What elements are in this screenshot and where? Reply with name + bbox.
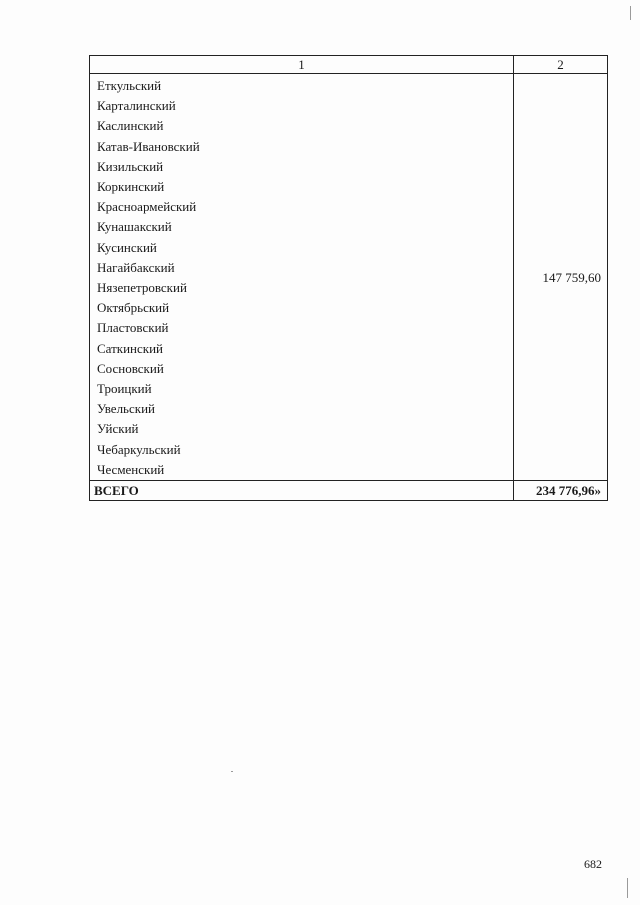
district-name: Октябрьский bbox=[90, 298, 514, 318]
district-name: Чесменский bbox=[90, 460, 514, 481]
district-name: Нагайбакский bbox=[90, 258, 514, 278]
district-name: Еткульский bbox=[90, 74, 514, 97]
district-name: Троицкий bbox=[90, 379, 514, 399]
district-name: Пластовский bbox=[90, 318, 514, 338]
district-name: Катав-Ивановский bbox=[90, 137, 514, 157]
district-name: Саткинский bbox=[90, 339, 514, 359]
table-header-row bbox=[90, 56, 608, 74]
district-name: Карталинский bbox=[90, 96, 514, 116]
district-name: Коркинский bbox=[90, 177, 514, 197]
scan-artifact bbox=[630, 6, 631, 20]
scan-artifact bbox=[231, 771, 233, 772]
total-label: ВСЕГО bbox=[90, 481, 514, 501]
table-row bbox=[90, 74, 608, 97]
page-number: 682 bbox=[584, 857, 602, 871]
district-name: Кусинский bbox=[90, 238, 514, 258]
district-name: Сосновский bbox=[90, 359, 514, 379]
district-name: Кизильский bbox=[90, 157, 514, 177]
total-value: 234 776,96» bbox=[514, 481, 608, 501]
district-name: Уйский bbox=[90, 419, 514, 439]
district-name: Нязепетровский bbox=[90, 278, 514, 298]
amount-cell bbox=[514, 74, 608, 481]
district-name: Кунашакский bbox=[90, 217, 514, 237]
districts-table bbox=[89, 55, 608, 501]
district-name: Каслинский bbox=[90, 116, 514, 136]
scan-artifact bbox=[627, 878, 628, 898]
districts-table-container bbox=[89, 55, 607, 501]
column-header-1: 1 bbox=[90, 56, 514, 74]
amount-value: 147 759,60 bbox=[542, 269, 601, 285]
district-name: Красноармейский bbox=[90, 197, 514, 217]
column-header-2: 2 bbox=[514, 56, 608, 74]
district-name: Увельский bbox=[90, 399, 514, 419]
district-name: Чебаркульский bbox=[90, 440, 514, 460]
total-row bbox=[90, 481, 608, 501]
